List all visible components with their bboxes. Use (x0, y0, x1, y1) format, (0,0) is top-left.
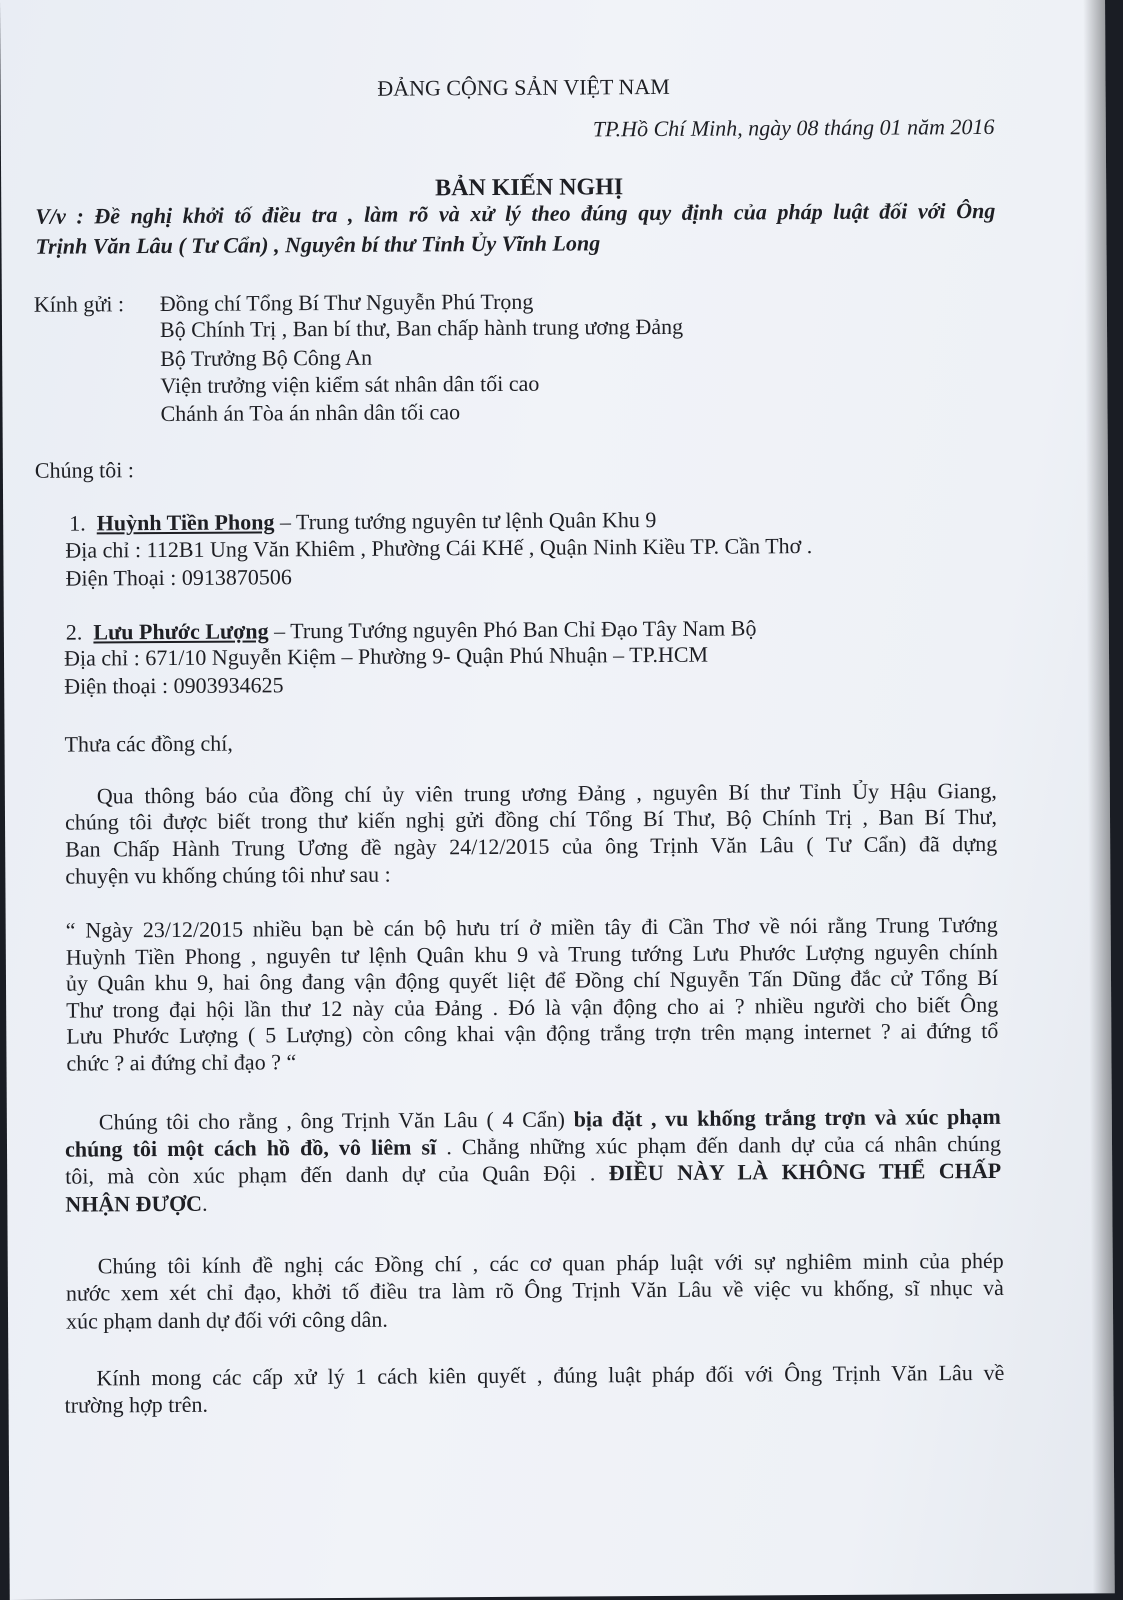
subject-line-2: Trịnh Văn Lâu ( Tư Cẩn) , Nguyên bí thư Tỉnh Ủy Vĩnh Long (35, 230, 601, 259)
quote-line: chức ? ai đứng chỉ đạo ? “ (66, 1049, 297, 1076)
para2-emphasis: chúng tôi một cách hồ đồ, vô liêm sĩ (64, 1134, 437, 1162)
quote-line: Lưu Phước Lượng ( 5 Lượng) còn công khai vận động trắng trợn trên mạng internet ? ai đứng tổ (66, 1017, 999, 1049)
recipients-label: Kính gửi : (33, 291, 125, 317)
para2-text: Chúng tôi cho rằng , ông Trịnh Văn Lâu ( 4 Cẩn) (98, 1106, 574, 1135)
quote-line: Huỳnh Tiền Phong , nguyên tư lệnh Quân khu 9 và Trung tướng Lưu Phước Lượng nguyên chính (65, 938, 998, 970)
page-edge-shadow (1083, 0, 1115, 1593)
petitioner-role: – Trung Tướng nguyên Phó Ban Chỉ Đạo Tây Nam Bộ (268, 615, 757, 644)
para2-text: tôi, mà còn xúc phạm đến danh dự của Quân Đội . (65, 1160, 609, 1189)
recipient-item: Viện trưởng viện kiểm sát nhân dân tối cao (160, 370, 540, 399)
para3-line: xúc phạm danh dự đối với công dân. (65, 1306, 388, 1334)
para2-text: . (201, 1190, 208, 1216)
para1-line: chúng tôi được biết trong thư kiến nghị gửi đồng chí Tổng Bí Thư, Bộ Chính Trị , Ban Bí Thư, (64, 803, 998, 835)
petitioner-1-phone: Điện Thoại : 0913870506 (65, 564, 292, 591)
para1-line: Ban Chấp Hành Trung Ương đề ngày 24/12/2015 của ông Trịnh Văn Lâu ( Tư Cẩn) đã dựng (65, 830, 998, 862)
quote-line: ủy Quân khu 9, hai ông đang vận động quyết liệt để Đồng chí Nguyễn Tấn Dũng đắc cử Tổng Bí (65, 964, 999, 996)
petitioner-name: Huỳnh Tiền Phong (96, 509, 275, 536)
party-header: ĐẢNG CỘNG SẢN VIỆT NAM (377, 73, 670, 101)
para2-emphasis: bịa đặt , vu khống trắng trợn và xúc phạm (573, 1103, 1001, 1132)
para3-line: Chúng tôi kính đề nghị các Đồng chí , các cơ quan pháp luật với sự nghiêm minh của phép (97, 1247, 1004, 1279)
subject-line-1: V/v : Đề nghị khởi tố điều tra , làm rõ và xử lý theo đúng quy định của pháp luật đối với Ông (35, 197, 996, 229)
para2-emphasis: ĐIỀU NÀY LÀ KHÔNG THỂ CHẤP (608, 1157, 1002, 1186)
quote-line: “ Ngày 23/12/2015 nhiều bạn bè cán bộ hưu trí ở miền tây đi Cần Thơ về nói rằng Trung Tướng (65, 911, 998, 943)
recipient-item: Đồng chí Tổng Bí Thư Nguyễn Phú Trọng (159, 288, 534, 317)
petitioner-number: 1. (69, 510, 86, 536)
petitioner-2-address: Địa chỉ : 671/10 Nguyễn Kiệm – Phường 9- Quận Phú Nhuận – TP.HCM (63, 641, 709, 671)
para1-line: Qua thông báo của đồng chí ủy viên trung ương Đảng , nguyên Bí thư Tỉnh Ủy Hậu Giang, (96, 777, 997, 809)
petitioner-number: 2. (65, 619, 83, 645)
document-title: BẢN KIẾN NGHỊ (435, 174, 624, 202)
petitioner-1-heading (69, 507, 656, 537)
para2-emphasis: NHẬN ĐƯỢC (65, 1190, 203, 1217)
para3-line: nước xem xét chỉ đạo, khởi tố điều tra làm rõ Ông Trịnh Văn Lâu về việc vu khống, sĩ nhục và (65, 1274, 1004, 1306)
petitioner-role: – Trung tướng nguyên tư lệnh Quân Khu 9 (274, 507, 657, 535)
para1-line: chuyện vu khống chúng tôi như sau : (65, 861, 391, 889)
place-date: TP.Hồ Chí Minh, ngày 08 tháng 01 năm 2016 (592, 113, 995, 142)
we-label: Chúng tôi : (34, 457, 134, 483)
para4-line: Kính mong các cấp xử lý 1 cách kiên quyết , đúng luật pháp đối với Ông Trịnh Văn Lâu về (96, 1359, 1005, 1391)
petitioner-1-address: Địa chỉ : 112B1 Ung Văn Khiêm , Phường Cái KHế , Quận Ninh Kiều TP. Cần Thơ . (65, 533, 813, 563)
para2-text: . Chẳng những xúc phạm đến danh dự của cá nhân chúng (436, 1130, 1002, 1160)
salutation: Thưa các đồng chí, (64, 730, 233, 757)
para4-line: trường hợp trên. (64, 1391, 209, 1418)
petitioner-2-phone: Điện thoại : 0903934625 (64, 672, 284, 699)
para2-line (65, 1191, 207, 1218)
para2-line (65, 1158, 1001, 1190)
recipient-item: Chánh án Tòa án nhân dân tối cao (160, 399, 461, 427)
para2-line (99, 1104, 1001, 1136)
petitioner-name: Lưu Phước Lượng (93, 618, 269, 645)
recipient-item: Bộ Trưởng Bộ Công An (160, 344, 373, 372)
recipient-item: Bộ Chính Trị , Ban bí thư, Ban chấp hành trung ương Đảng (159, 313, 684, 343)
quote-line: Thư trong đại hội lần thư 12 này của Đảng . Đó là vận động cho ai ? nhiều người cho biết Ông (66, 991, 999, 1023)
